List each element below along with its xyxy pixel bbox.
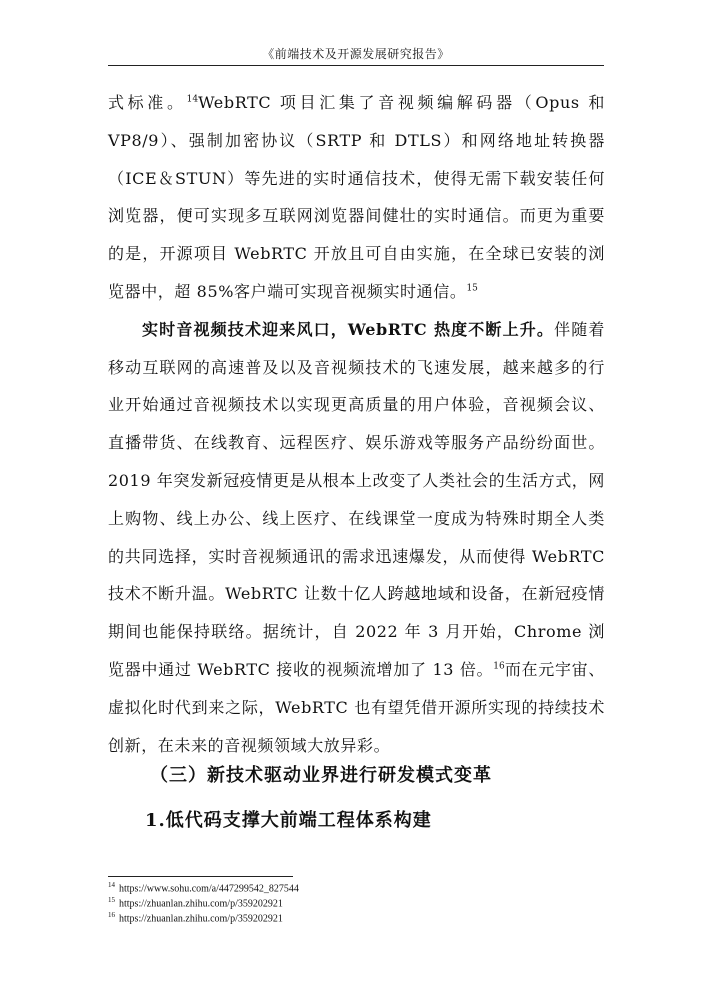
footnote-item <box>108 895 299 910</box>
para1-text-start: 式标准。 <box>108 93 187 112</box>
footnote-ref-15[interactable]: 15 <box>466 283 478 294</box>
para1-text-main: WebRTC 项目汇集了音视频编解码器（Opus 和 VP8/9）、强制加密协议（SRTP 和 DTLS）和网络地址转换器（ICE＆STUN）等先进的实时通信技术，使得无需下载安装任何浏览器，便可实现多互联网浏览器间健壮的实时通信。而更为重要的是，开源项目 WebRTC 开放且可自由实施，在全球已安装的浏览器中，超 85%客户端可实现音视频实时通信。 <box>108 93 605 301</box>
footnote-item <box>108 910 299 925</box>
footnotes <box>108 880 299 924</box>
sub-heading: 1.低代码支撑大前端工程体系构建 <box>145 810 432 831</box>
footnote-link[interactable]: https://www.sohu.com/a/447299542_827544 <box>119 883 299 895</box>
para2-bold-lead: 实时音视频技术迎来风口，WebRTC 热度不断上升。 <box>142 319 555 339</box>
body-text <box>108 84 605 764</box>
footnote-link[interactable]: https://zhuanlan.zhihu.com/p/359202921 <box>119 912 283 924</box>
paragraph-webrtc-overview <box>108 84 605 311</box>
footnote-number: 15 <box>108 895 115 904</box>
footnote-link[interactable]: https://zhuanlan.zhihu.com/p/359202921 <box>119 898 283 910</box>
footnote-rule <box>108 876 293 877</box>
footnote-number: 16 <box>108 910 115 919</box>
para2-text-end: 而在元宇宙、虚拟化时代到来之际，WebRTC 也有望凭借开源所实现的持续技术创新，在未来的音视频领域大放异彩。 <box>108 659 605 755</box>
section-heading: （三）新技术驱动业界进行研发模式变革 <box>150 765 492 786</box>
running-header: 《前端技术及开源发展研究报告》 <box>262 47 450 61</box>
footnote-ref-16[interactable]: 16 <box>493 661 505 672</box>
footnote-number: 14 <box>108 881 115 889</box>
footnote-ref-14[interactable]: 14 <box>186 94 199 105</box>
footnote-item <box>108 880 299 895</box>
para2-text-main: 伴随着移动互联网的高速普及以及音视频技术的飞速发展，越来越多的行业开始通过音视频技术以实现更高质量的用户体验，音视频会议、直播带货、在线教育、远程医疗、娱乐游戏等服务产品纷纷面世。2019 年突发新冠疫情更是从根本上改变了人类社会的生活方式，网上购物、线上办公、线上医疗、在线课堂一度成为特殊时期全人类的共同选择，实时音视频通讯的需求迅速爆发，从而使得 WebRTC 技术不断升温。WebRTC 让数十亿人跨越地域和设备，在新冠疫情期间也能保持联络。据统计，自 2022 年 3 月开始，Chrome 浏览器中通过 WebRTC 接收的视频流增加了 13 倍。 <box>108 319 606 679</box>
header-rule <box>108 65 604 66</box>
paragraph-webrtc-trend <box>108 311 605 765</box>
